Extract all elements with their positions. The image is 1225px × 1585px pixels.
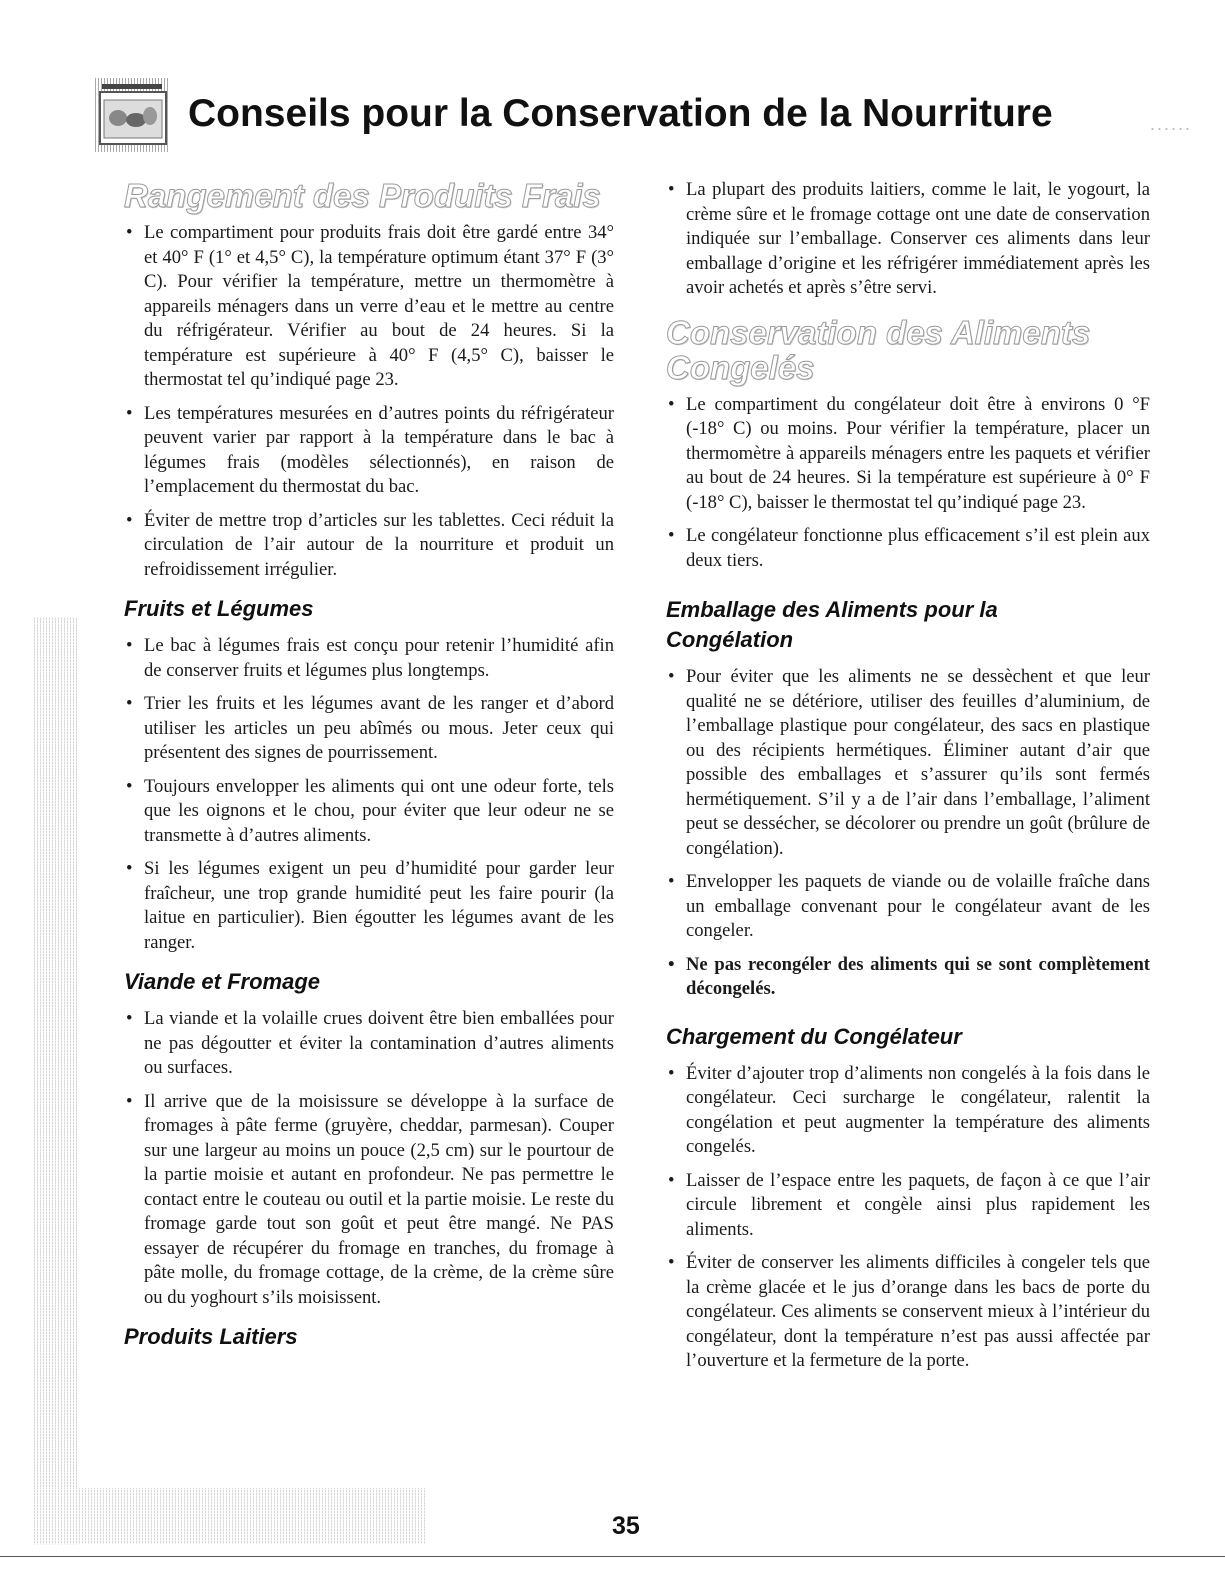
list-item: • Le compartiment du congélateur doit être à environs 0 °F (-18° C) ou moins. Pour vérifier la température, placer un thermomètre à appareils ménagers entre les paquets et vérifier au bout de 24 heures. Si la température est supérieure à 0° F (-18° C), baisser le thermostat tel qu’indiqué page 23. xyxy=(666,393,1150,516)
list-item: • Éviter de conserver les aliments difficiles à congeler tels que la crème glacée et le jus d’orange dans les bacs de porte du congélateur. Ces aliments se conservent mieux à l’intérieur du congélateur, dont la température n’est pas aussi affectée par l’ouverture et la fermeture de la porte. xyxy=(666,1251,1150,1374)
aliments-congeles-list xyxy=(666,393,1150,574)
section-heading-produits-frais: Rangement des Produits Frais xyxy=(124,177,601,214)
list-item: • Toujours envelopper les aliments qui ont une odeur forte, tels que les oignons et le chou, pour éviter que leur odeur ne se transmette à d’autres aliments. xyxy=(124,775,614,849)
section-heading-line: Conservation des Aliments xyxy=(666,313,1091,351)
page-number: 35 xyxy=(612,1512,640,1540)
sub-heading-line: Congélation xyxy=(666,627,794,652)
produits-frais-list xyxy=(124,221,614,582)
sub-heading-viande-fromage: Viande et Fromage xyxy=(124,969,321,994)
title-dots: ...... xyxy=(1150,114,1193,134)
section-heading-line: Congelés xyxy=(666,348,815,386)
page-header xyxy=(92,72,1212,152)
produits-laitiers-list xyxy=(666,178,1150,301)
page-title: Conseils pour la Conservation de la Nourriture xyxy=(188,92,1053,135)
warning-list-item: • Ne pas recongéler des aliments qui se sont complètement décongelés. xyxy=(666,953,1150,1002)
list-item: • Les températures mesurées en d’autres points du réfrigérateur peuvent varier par rapport à la température dans le bac à légumes frais (modèles sélectionnés), en raison de l’emplacement du thermostat du bac. xyxy=(124,402,614,500)
fridge-food-icon xyxy=(92,76,172,154)
list-item: • Le congélateur fonctionne plus efficacement s’il est plein aux deux tiers. xyxy=(666,524,1150,573)
bottom-decorative-bar xyxy=(34,1488,426,1544)
left-decorative-bar xyxy=(34,617,78,1545)
emballage-list xyxy=(666,665,1150,1002)
list-item: • Le compartiment pour produits frais doit être gardé entre 34° et 40° F (1° et 4,5° C), la température optimum étant 37° F (3° C). Pour vérifier la température, mettre un thermomètre à appareils ménagers dans un verre d’eau et le mettre au centre du réfrigérateur. Vérifier au bout de 24 heures. Si la température est supérieure à 40° F (4,5° C), baisser le thermostat tel qu’indiqué page 23. xyxy=(124,221,614,393)
list-item: • Il arrive que de la moisissure se développe à la surface de fromages à pâte ferme (gruyère, cheddar, parmesan). Couper sur une largeur au moins un pouce (2,5 cm) sur le pourtour de la partie moisie et autant en profondeur. Ne pas permettre le contact entre le couteau ou outil et la partie moisie. Le reste du fromage garde tout son goût et peut être mangé. Ne PAS essayer de récupérer du fromage en tranches, du fromage à pâte molle, du fromage cottage, de la crème, de la crème sûre ou du yoghourt s’ils moisissent. xyxy=(124,1090,614,1311)
list-item: • Pour éviter que les aliments ne se dessèchent et que leur qualité ne se détériore, utiliser des feuilles d’aluminium, de l’emballage plastique pour congélateur, des sacs en plastique ou des récipients hermétiques. Éliminer autant d’air que possible des emballages et s’assurer qu’ils sont fermés hermétiquement. S’il y a de l’air dans l’emballage, l’aliment peut se dessécher, se décolorer ou prendre un goût (brûlure de congélation). xyxy=(666,665,1150,861)
section-heading-aliments-congeles xyxy=(666,315,1150,385)
list-item: • Éviter de mettre trop d’articles sur les tablettes. Ceci réduit la circulation de l’air autour de la nourriture et produit un refroidissement irrégulier. xyxy=(124,509,614,583)
list-item: • Éviter d’ajouter trop d’aliments non congelés à la fois dans le congélateur. Ceci surcharge le congélateur, ralentit la congélation et peut augmenter la température des aliments congelés. xyxy=(666,1062,1150,1160)
viande-fromage-list xyxy=(124,1007,614,1310)
list-item: • Laisser de l’espace entre les paquets, de façon à ce que l’air circule librement et congèle ainsi plus rapidement les aliments. xyxy=(666,1169,1150,1243)
fruits-legumes-list xyxy=(124,634,614,955)
chargement-list xyxy=(666,1062,1150,1374)
list-item: • Si les légumes exigent un peu d’humidité pour garder leur fraîcheur, une trop grande humidité peut les faire pourir (la laitue en particulier). Bien égoutter les légumes avant de les ranger. xyxy=(124,857,614,955)
list-item: • La plupart des produits laitiers, comme le lait, le yogourt, la crème sûre et le fromage cottage ont une date de conservation indiquée sur l’emballage. Conserver ces aliments dans leur emballage d’origine et les réfrigérer immédiatement après les avoir achetés et après s’être servi. xyxy=(666,178,1150,301)
sub-heading-emballage xyxy=(666,595,1150,655)
list-item: • Envelopper les paquets de viande ou de volaille fraîche dans un emballage convenant pour le congélateur avant de les congeler. xyxy=(666,870,1150,944)
sub-heading-chargement: Chargement du Congélateur xyxy=(666,1023,962,1049)
list-item: • La viande et la volaille crues doivent être bien emballées pour ne pas dégoutter et éviter la contamination d’autres aliments ou surfaces. xyxy=(124,1007,614,1081)
sub-heading-fruits-legumes: Fruits et Légumes xyxy=(124,596,314,621)
list-item: • Le bac à légumes frais est conçu pour retenir l’humidité afin de conserver fruits et légumes plus longtemps. xyxy=(124,634,614,683)
sub-heading-line: Emballage des Aliments pour la xyxy=(666,597,998,622)
sub-heading-produits-laitiers: Produits Laitiers xyxy=(124,1324,298,1349)
right-column xyxy=(666,178,1150,1383)
left-column xyxy=(124,178,614,1362)
list-item: • Trier les fruits et les légumes avant de les ranger et d’abord utiliser les articles un peu abîmés ou mous. Jeter ceux qui présentent des signes de pourrissement. xyxy=(124,692,614,766)
footer-rule xyxy=(0,1556,1225,1557)
